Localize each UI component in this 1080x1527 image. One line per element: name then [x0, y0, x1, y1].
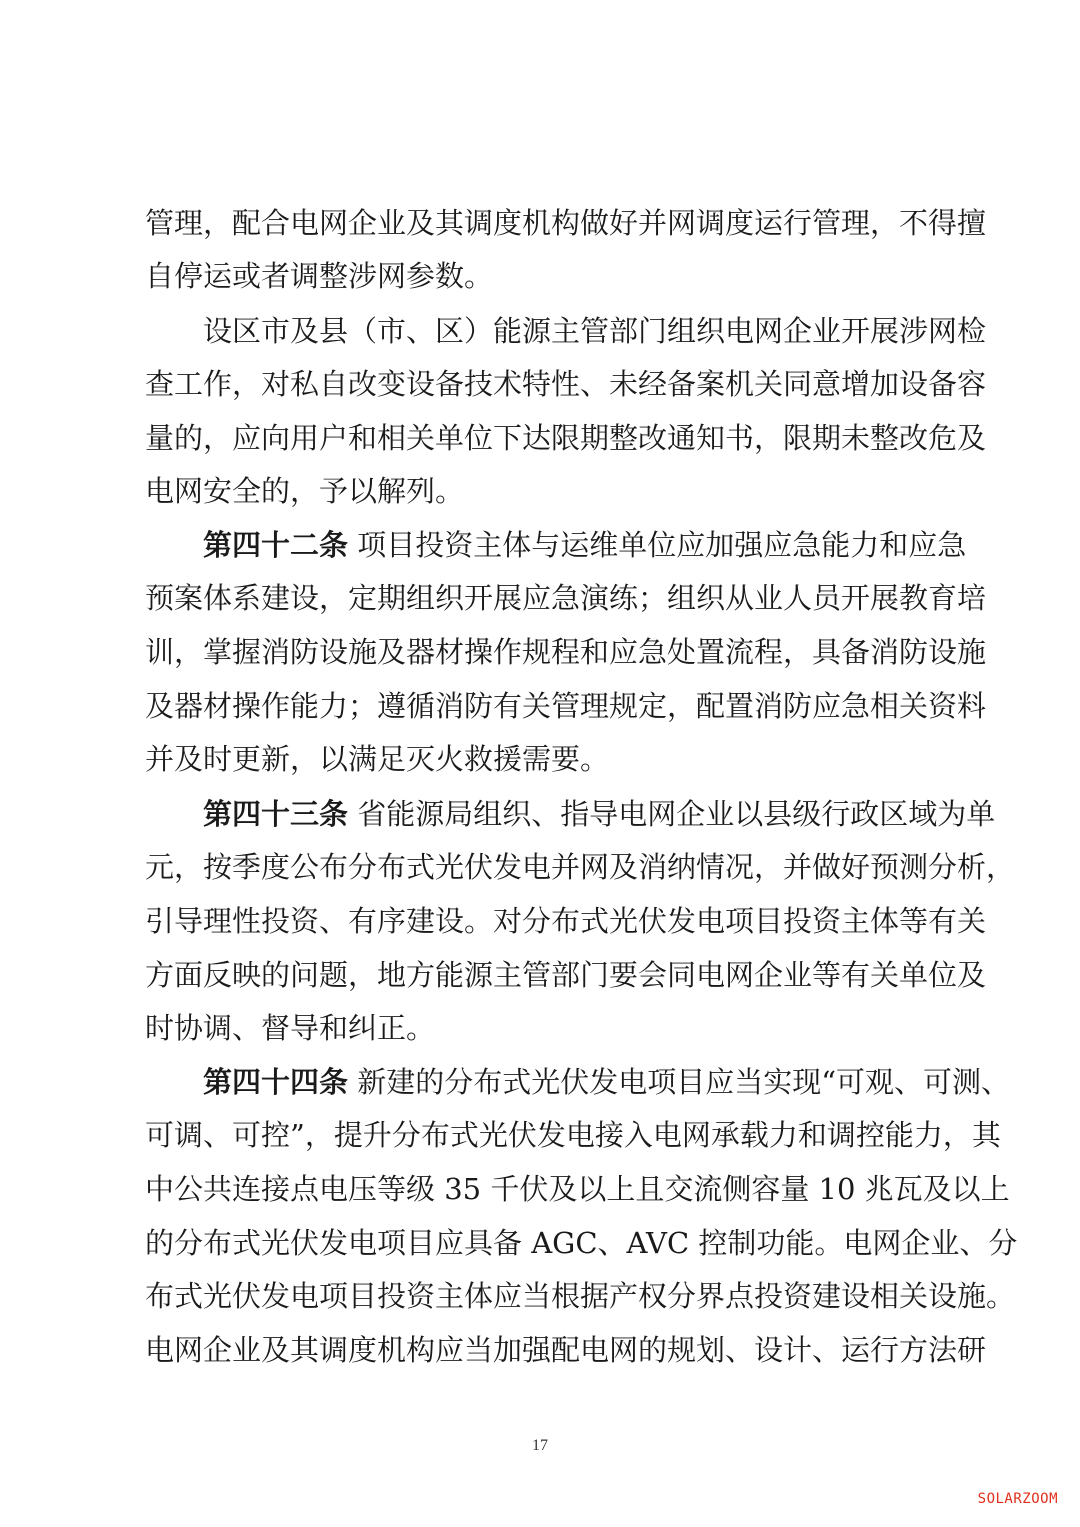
- body-line: 时协调、督导和纠正。: [145, 1011, 436, 1045]
- body-line: 引导理性投资、有序建设。对分布式光伏发电项目投资主体等有关: [145, 904, 987, 938]
- article-first-line: [203, 794, 996, 834]
- body-line: 量的，应向用户和相关单位下达限期整改通知书，限期未整改危及: [145, 421, 987, 455]
- body-line: 电网安全的，予以解列。: [145, 474, 465, 508]
- body-line: 并及时更新，以满足灭火救援需要。: [145, 742, 610, 776]
- watermark: SOLARZOOM: [977, 1491, 1058, 1507]
- article-text: 项目投资主体与运维单位应加强应急能力和应急: [357, 528, 967, 562]
- article-text: 新建的分布式光伏发电项目应当实现“可观、可测、: [357, 1065, 1011, 1099]
- body-line: 的分布式光伏发电项目应具备 AGC、AVC 控制功能。电网企业、分: [145, 1226, 1018, 1260]
- body-line: 中公共连接点电压等级 35 千伏及以上且交流侧容量 10 兆瓦及以上: [145, 1172, 1010, 1206]
- body-line: 查工作，对私自改变设备技术特性、未经备案机关同意增加设备容: [145, 367, 987, 401]
- page-number: 17: [532, 1437, 548, 1454]
- body-line: 预案体系建设，定期组织开展应急演练；组织从业人员开展教育培: [145, 581, 987, 615]
- body-line: 及器材操作能力；遵循消防有关管理规定，配置消防应急相关资料: [145, 689, 987, 723]
- article-first-line: [203, 1062, 1011, 1102]
- body-line: 自停运或者调整涉网参数。: [145, 259, 494, 293]
- article-first-line: [203, 525, 967, 565]
- body-line: 可调、可控”，提升分布式光伏发电接入电网承载力和调控能力，其: [145, 1118, 1001, 1152]
- body-line: 管理，配合电网企业及其调度机构做好并网调度运行管理，不得擅: [145, 206, 987, 240]
- body-line: 方面反映的问题，地方能源主管部门要会同电网企业等有关单位及: [145, 958, 987, 992]
- article-text: 省能源局组织、指导电网企业以县级行政区域为单: [357, 797, 996, 831]
- body-line: 设区市及县（市、区）能源主管部门组织电网企业开展涉网检: [203, 314, 987, 348]
- body-line: 元，按季度公布分布式光伏发电并网及消纳情况，并做好预测分析，: [145, 850, 1016, 884]
- body-line: 训，掌握消防设施及器材操作规程和应急处置流程，具备消防设施: [145, 635, 987, 669]
- article-heading: 第四十三条: [203, 797, 349, 831]
- body-line: 布式光伏发电项目投资主体应当根据产权分界点投资建设相关设施。: [145, 1279, 1016, 1313]
- body-line: 电网企业及其调度机构应当加强配电网的规划、设计、运行方法研: [145, 1333, 987, 1367]
- article-heading: 第四十四条: [203, 1065, 349, 1099]
- article-heading: 第四十二条: [203, 528, 349, 562]
